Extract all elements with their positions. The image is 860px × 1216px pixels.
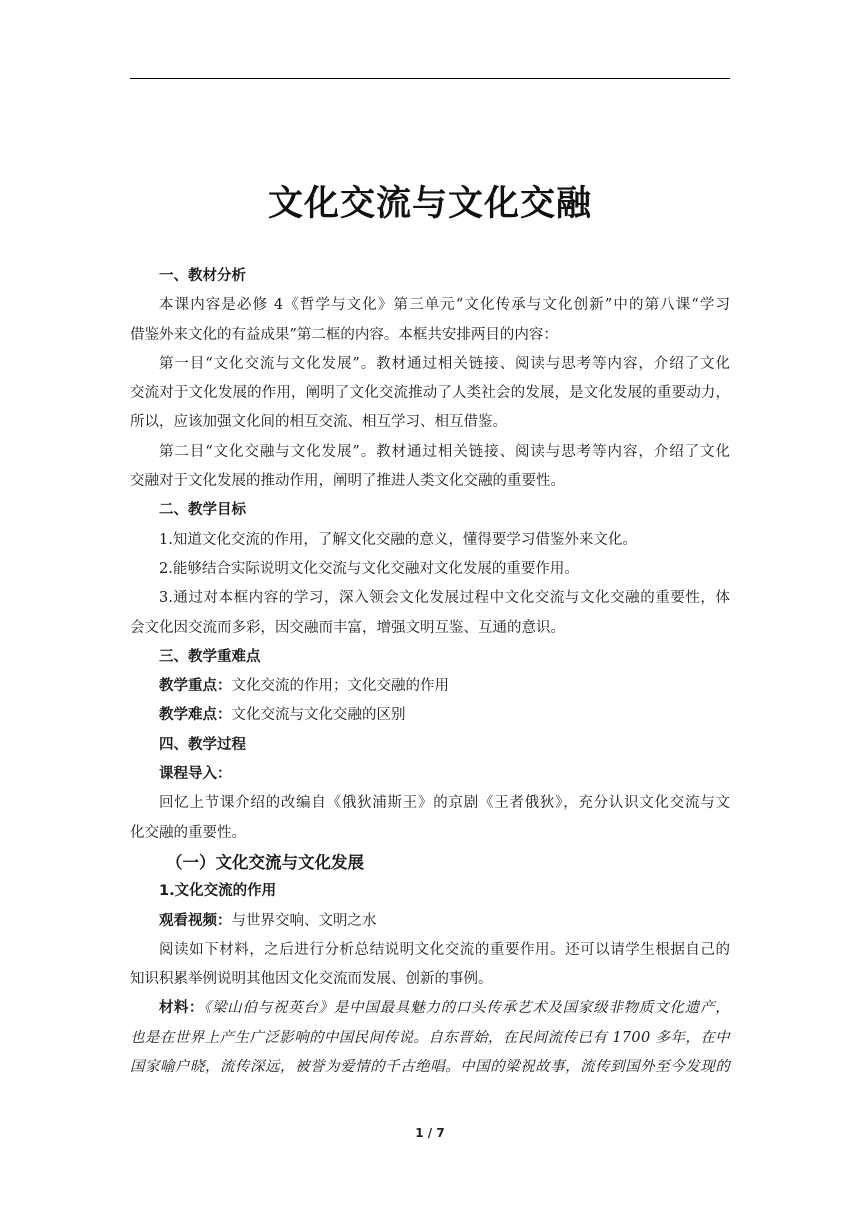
material-line: 也是在世界上产生广泛影响的中国民间传说。自东晋始，在民间流传已有 1700 多年，在中 [130, 1029, 730, 1046]
video-text: 与世界交响、文明之水 [231, 912, 377, 929]
goal-item: 2.能够结合实际说明文化交流与文化交融对文化发展的重要作用。 [159, 560, 579, 577]
difficulty-text: 文化交流与文化交融的区别 [231, 707, 406, 724]
material-line: 国家喻户晓，流传深远，被誉为爱情的千古绝唱。中国的梁祝故事，流传到国外至今发现的 [130, 1059, 730, 1076]
paragraph-line: 所以，应该加强文化间的相互交流、相互学习、相互借鉴。 [130, 414, 507, 431]
material-text: 《梁山伯与祝英台》是中国最具魅力的口头传承艺术及国家级非物质文化遗产， [203, 1000, 730, 1017]
document-body [130, 262, 730, 1082]
paragraph-line: 交融对于文化发展的推动作用，阐明了推进人类文化交融的重要性。 [130, 473, 565, 490]
page-title: 文化交流与文化交融 [267, 184, 592, 224]
header-rule [130, 78, 730, 79]
goal-item: 3.通过对本框内容的学习，深入领会文化发展过程中文化交流与文化交融的重要性，体 [159, 590, 730, 607]
paragraph-line: 交流对于文化发展的作用，阐明了文化交流推动了人类社会的发展，是文化发展的重要动力， [130, 385, 730, 402]
focus-text: 文化交流的作用；文化交融的作用 [231, 678, 449, 695]
subsection-heading: （一）文化交流与文化发展 [166, 852, 364, 872]
section-heading-process: 四、教学过程 [159, 736, 246, 753]
material-line [130, 994, 730, 1023]
subsection-item-heading: 1.文化交流的作用 [159, 883, 277, 900]
paragraph-line: 回忆上节课介绍的改编自《俄狄浦斯王》的京剧《王者俄狄》，充分认识文化交流与文 [159, 795, 730, 812]
video-line [130, 907, 730, 936]
intro-label: 课程导入： [159, 766, 232, 783]
paragraph-line: 化交融的重要性。 [130, 824, 246, 841]
paragraph-line: 知识积累举例说明其他因文化交流而发展、创新的事例。 [130, 971, 493, 988]
section-heading-keypoints: 三、教学重难点 [159, 648, 261, 665]
video-label: 观看视频： [159, 912, 232, 929]
section-heading-analysis: 一、教材分析 [159, 268, 246, 284]
focus-line [130, 672, 730, 701]
section-heading-goals: 二、教学目标 [159, 502, 246, 519]
difficulty-label: 教学难点： [159, 707, 232, 724]
difficulty-line [130, 701, 730, 730]
paragraph-line: 会文化因交流而多彩，因交融而丰富，增强文明互鉴、互通的意识。 [130, 619, 565, 636]
paragraph-line: 本课内容是必修 4《哲学与文化》第三单元“文化传承与文化创新”中的第八课“学习 [159, 297, 730, 314]
paragraph-line: 阅读如下材料，之后进行分析总结说明文化交流的重要作用。还可以请学生根据自己的 [159, 941, 730, 958]
paragraph-line: 第一目“文化交流与文化发展”。教材通过相关链接、阅读与思考等内容，介绍了文化 [159, 355, 730, 372]
goal-item: 1.知道文化交流的作用，了解文化交融的意义，懂得要学习借鉴外来文化。 [159, 531, 637, 548]
paragraph-line: 借鉴外来文化的有益成果”第二框的内容。本框共安排两目的内容： [130, 326, 558, 343]
focus-label: 教学重点： [159, 678, 232, 695]
material-label: 材料： [159, 1000, 204, 1017]
page-number: 1 / 7 [415, 1126, 445, 1140]
paragraph-line: 第二目“文化交融与文化发展”。教材通过相关链接、阅读与思考等内容，介绍了文化 [159, 443, 730, 460]
